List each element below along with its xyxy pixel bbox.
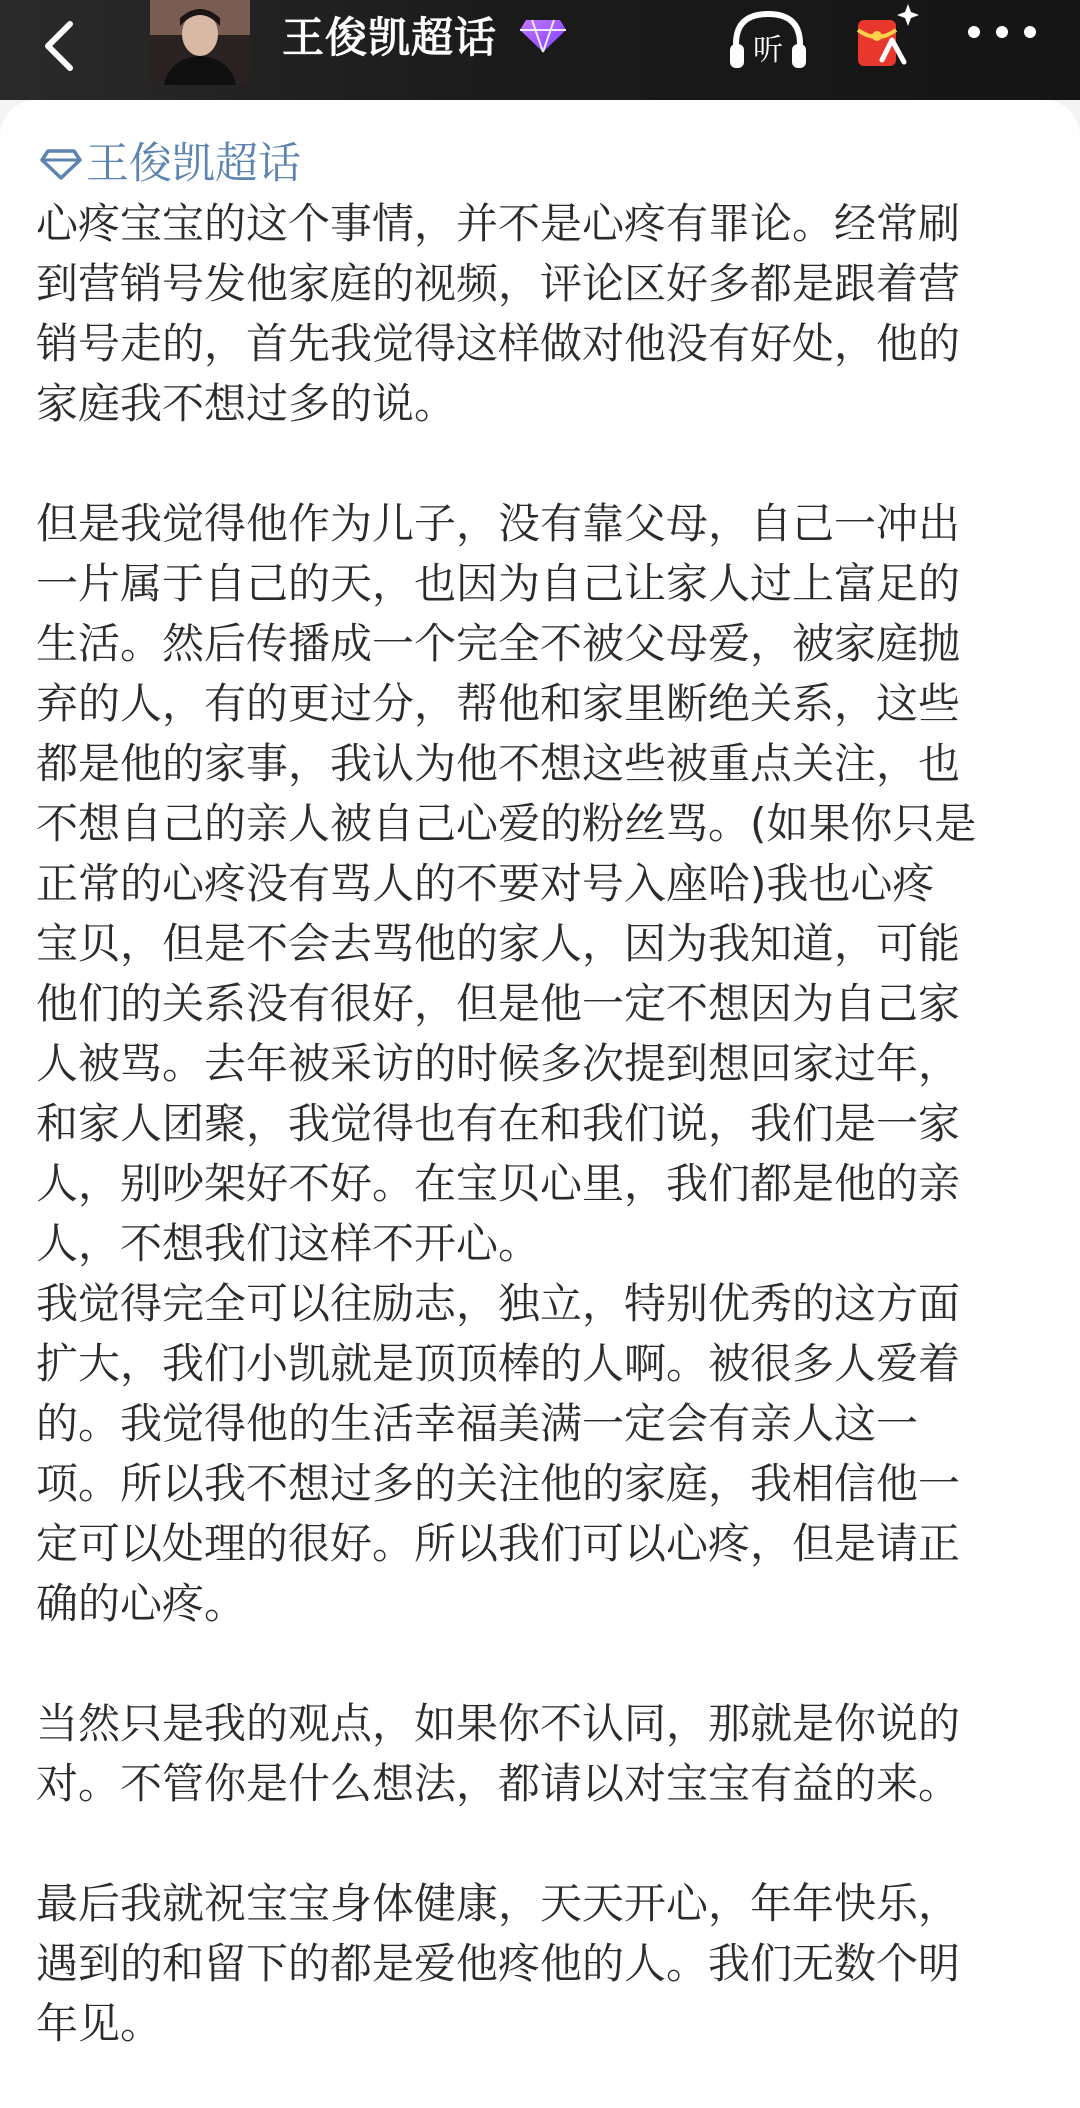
- diamond-outline-icon: [40, 147, 82, 181]
- post-body: [36, 194, 1046, 2054]
- topic-tag-link[interactable]: [40, 134, 301, 194]
- post-paragraph: 我觉得完全可以往励志，独立，特别优秀的这方面 扩大，我们小凯就是顶顶棒的人啊。被很多人爱着 的。我觉得他的生活幸福美满一定会有亲人这一 项。所以我不想过多的关注他的家庭，我相信他一 定可以处理的很好。所以我们可以心疼，但是请正 确的心疼。: [36, 1279, 961, 1628]
- back-button[interactable]: [30, 16, 90, 76]
- post-paragraph: 最后我就祝宝宝身体健康，天天开心，年年快乐， 遇到的和留下的都是爱他疼他的人。我们无数个明 年见。: [36, 1879, 961, 2048]
- more-dots-icon[interactable]: [960, 10, 1044, 58]
- topic-tag-label: 王俊凯超话: [86, 139, 301, 189]
- red-packet-sparkle-icon[interactable]: [852, 0, 924, 72]
- paragraph-spacer: [36, 1814, 1046, 1874]
- post-paragraph: 当然只是我的观点，如果你不认同，那就是你说的 对。不管你是什么想法，都请以对宝宝有益的来。: [36, 1699, 961, 1808]
- headphones-listen-icon[interactable]: [726, 6, 810, 76]
- chevron-left-icon: [40, 18, 80, 74]
- diamond-badge-icon: [518, 14, 568, 54]
- super-topic-avatar[interactable]: [150, 0, 250, 85]
- post-paragraph: 心疼宝宝的这个事情，并不是心疼有罪论。经常刷 到营销号发他家庭的视频，评论区好多都是跟着营 销号走的，首先我觉得这样做对他没有好处，他的 家庭我不想过多的说。: [36, 199, 961, 428]
- avatar-image: [150, 0, 250, 85]
- post-paragraph: 但是我觉得他作为儿子，没有靠父母，自己一冲出 一片属于自己的天，也因为自己让家人过上富足的 生活。然后传播成一个完全不被父母爱，被家庭抛 弃的人，有的更过分，帮他和家里断绝关系，这些 都是他的家事，我认为他不想这些被重点关注，也 不想自己的亲人被自己心爱的粉丝骂。(如果你只是 正常的心疼没有骂人的不要对号入座哈)我也心疼 宝贝，但是不会去骂他的家人，因为我知道，可能 他们的关系没有很好，但是他一定不想因为自己家 人被骂。去年被采访的时候多次提到想回家过年， 和家人团聚，我觉得也有在和我们说，我们是一家 人，别吵架好不好。在宝贝心里，我们都是他的亲 人，不想我们这样不开心。: [36, 499, 977, 1268]
- top-nav-bar: [0, 0, 1080, 100]
- super-topic-title[interactable]: 王俊凯超话: [282, 13, 498, 62]
- paragraph-spacer: [36, 434, 1046, 494]
- listen-glyph: 听: [753, 33, 783, 68]
- paragraph-spacer: [36, 1634, 1046, 1694]
- post-card: [0, 100, 1080, 2108]
